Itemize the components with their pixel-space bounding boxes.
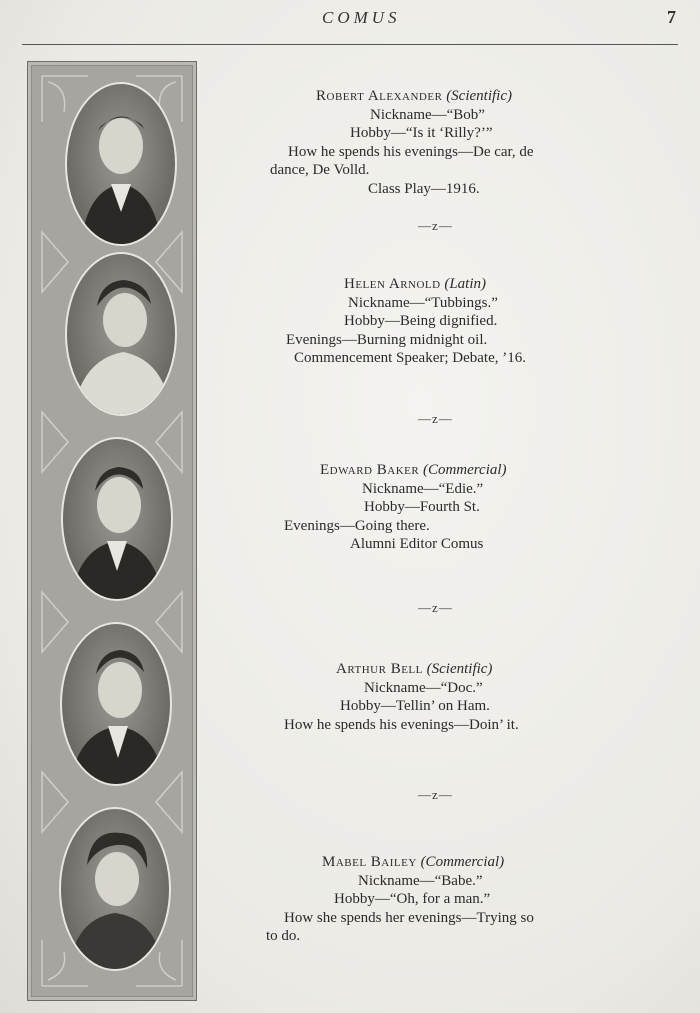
- evenings-line-cont: to do.: [266, 928, 301, 944]
- entry-arthur-bell: [258, 660, 618, 734]
- evenings-line: How he spends his evenings—De car, de: [288, 143, 534, 160]
- portrait-mabel-bailey: [59, 807, 171, 971]
- student-name: Robert Alexander: [316, 88, 443, 104]
- portrait-arthur-bell: [60, 622, 172, 786]
- student-name: Edward Baker: [320, 462, 420, 478]
- student-course: (Latin): [444, 276, 486, 292]
- separator: —z—: [418, 218, 453, 233]
- portrait-edward-baker: [61, 437, 173, 601]
- evenings-line: How he spends his evenings—Doin’ it.: [284, 716, 519, 733]
- entry-helen-arnold: [258, 275, 618, 368]
- evenings-line-cont: dance, De Volld.: [270, 162, 370, 178]
- hobby-line: Hobby—Tellin’ on Ham.: [340, 698, 490, 714]
- hobby-line: Hobby—“Is it ‘Rilly?’”: [350, 125, 493, 141]
- hobby-line: Hobby—Fourth St.: [364, 499, 480, 515]
- nickname-line: Nickname—“Bob”: [370, 106, 485, 123]
- nickname-line: Nickname—“Doc.”: [364, 679, 483, 696]
- nickname-line: Nickname—“Tubbings.”: [348, 294, 498, 311]
- nickname-line: Nickname—“Edie.”: [362, 480, 484, 497]
- student-name: Arthur Bell: [336, 661, 423, 677]
- activities-line: Alumni Editor Comus: [350, 536, 484, 552]
- student-name: Helen Arnold: [344, 276, 441, 292]
- student-course: (Commercial): [422, 462, 507, 478]
- running-title: COMUS: [322, 8, 401, 27]
- portrait-robert-alexander: [65, 82, 177, 246]
- page-header: [22, 0, 678, 46]
- separator: —z—: [418, 411, 453, 426]
- student-course: (Commercial): [420, 854, 505, 870]
- nickname-line: Nickname—“Babe.”: [358, 872, 483, 889]
- activities-line: Commencement Speaker; Debate, ’16.: [294, 350, 527, 366]
- portrait-strip: [27, 61, 197, 1001]
- header-rule: [22, 44, 678, 45]
- activities-line: Class Play—1916.: [368, 180, 480, 197]
- student-course: (Scientific): [426, 661, 493, 677]
- student-name: Mabel Bailey: [322, 854, 417, 870]
- entry-robert-alexander: [258, 87, 618, 198]
- page-number: 7: [667, 7, 676, 27]
- entry-mabel-bailey: [258, 853, 618, 946]
- entry-edward-baker: [258, 461, 618, 554]
- student-course: (Scientific): [446, 88, 512, 104]
- evenings-line: How she spends her evenings—Trying so: [284, 909, 534, 926]
- separator: —z—: [418, 600, 453, 615]
- hobby-line: Hobby—Being dignified.: [344, 313, 498, 329]
- separator: —z—: [418, 787, 453, 802]
- evenings-line: Evenings—Burning midnight oil.: [286, 331, 488, 348]
- evenings-line: Evenings—Going there.: [284, 517, 430, 534]
- hobby-line: Hobby—“Oh, for a man.”: [334, 891, 491, 907]
- portrait-helen-arnold: [65, 252, 177, 416]
